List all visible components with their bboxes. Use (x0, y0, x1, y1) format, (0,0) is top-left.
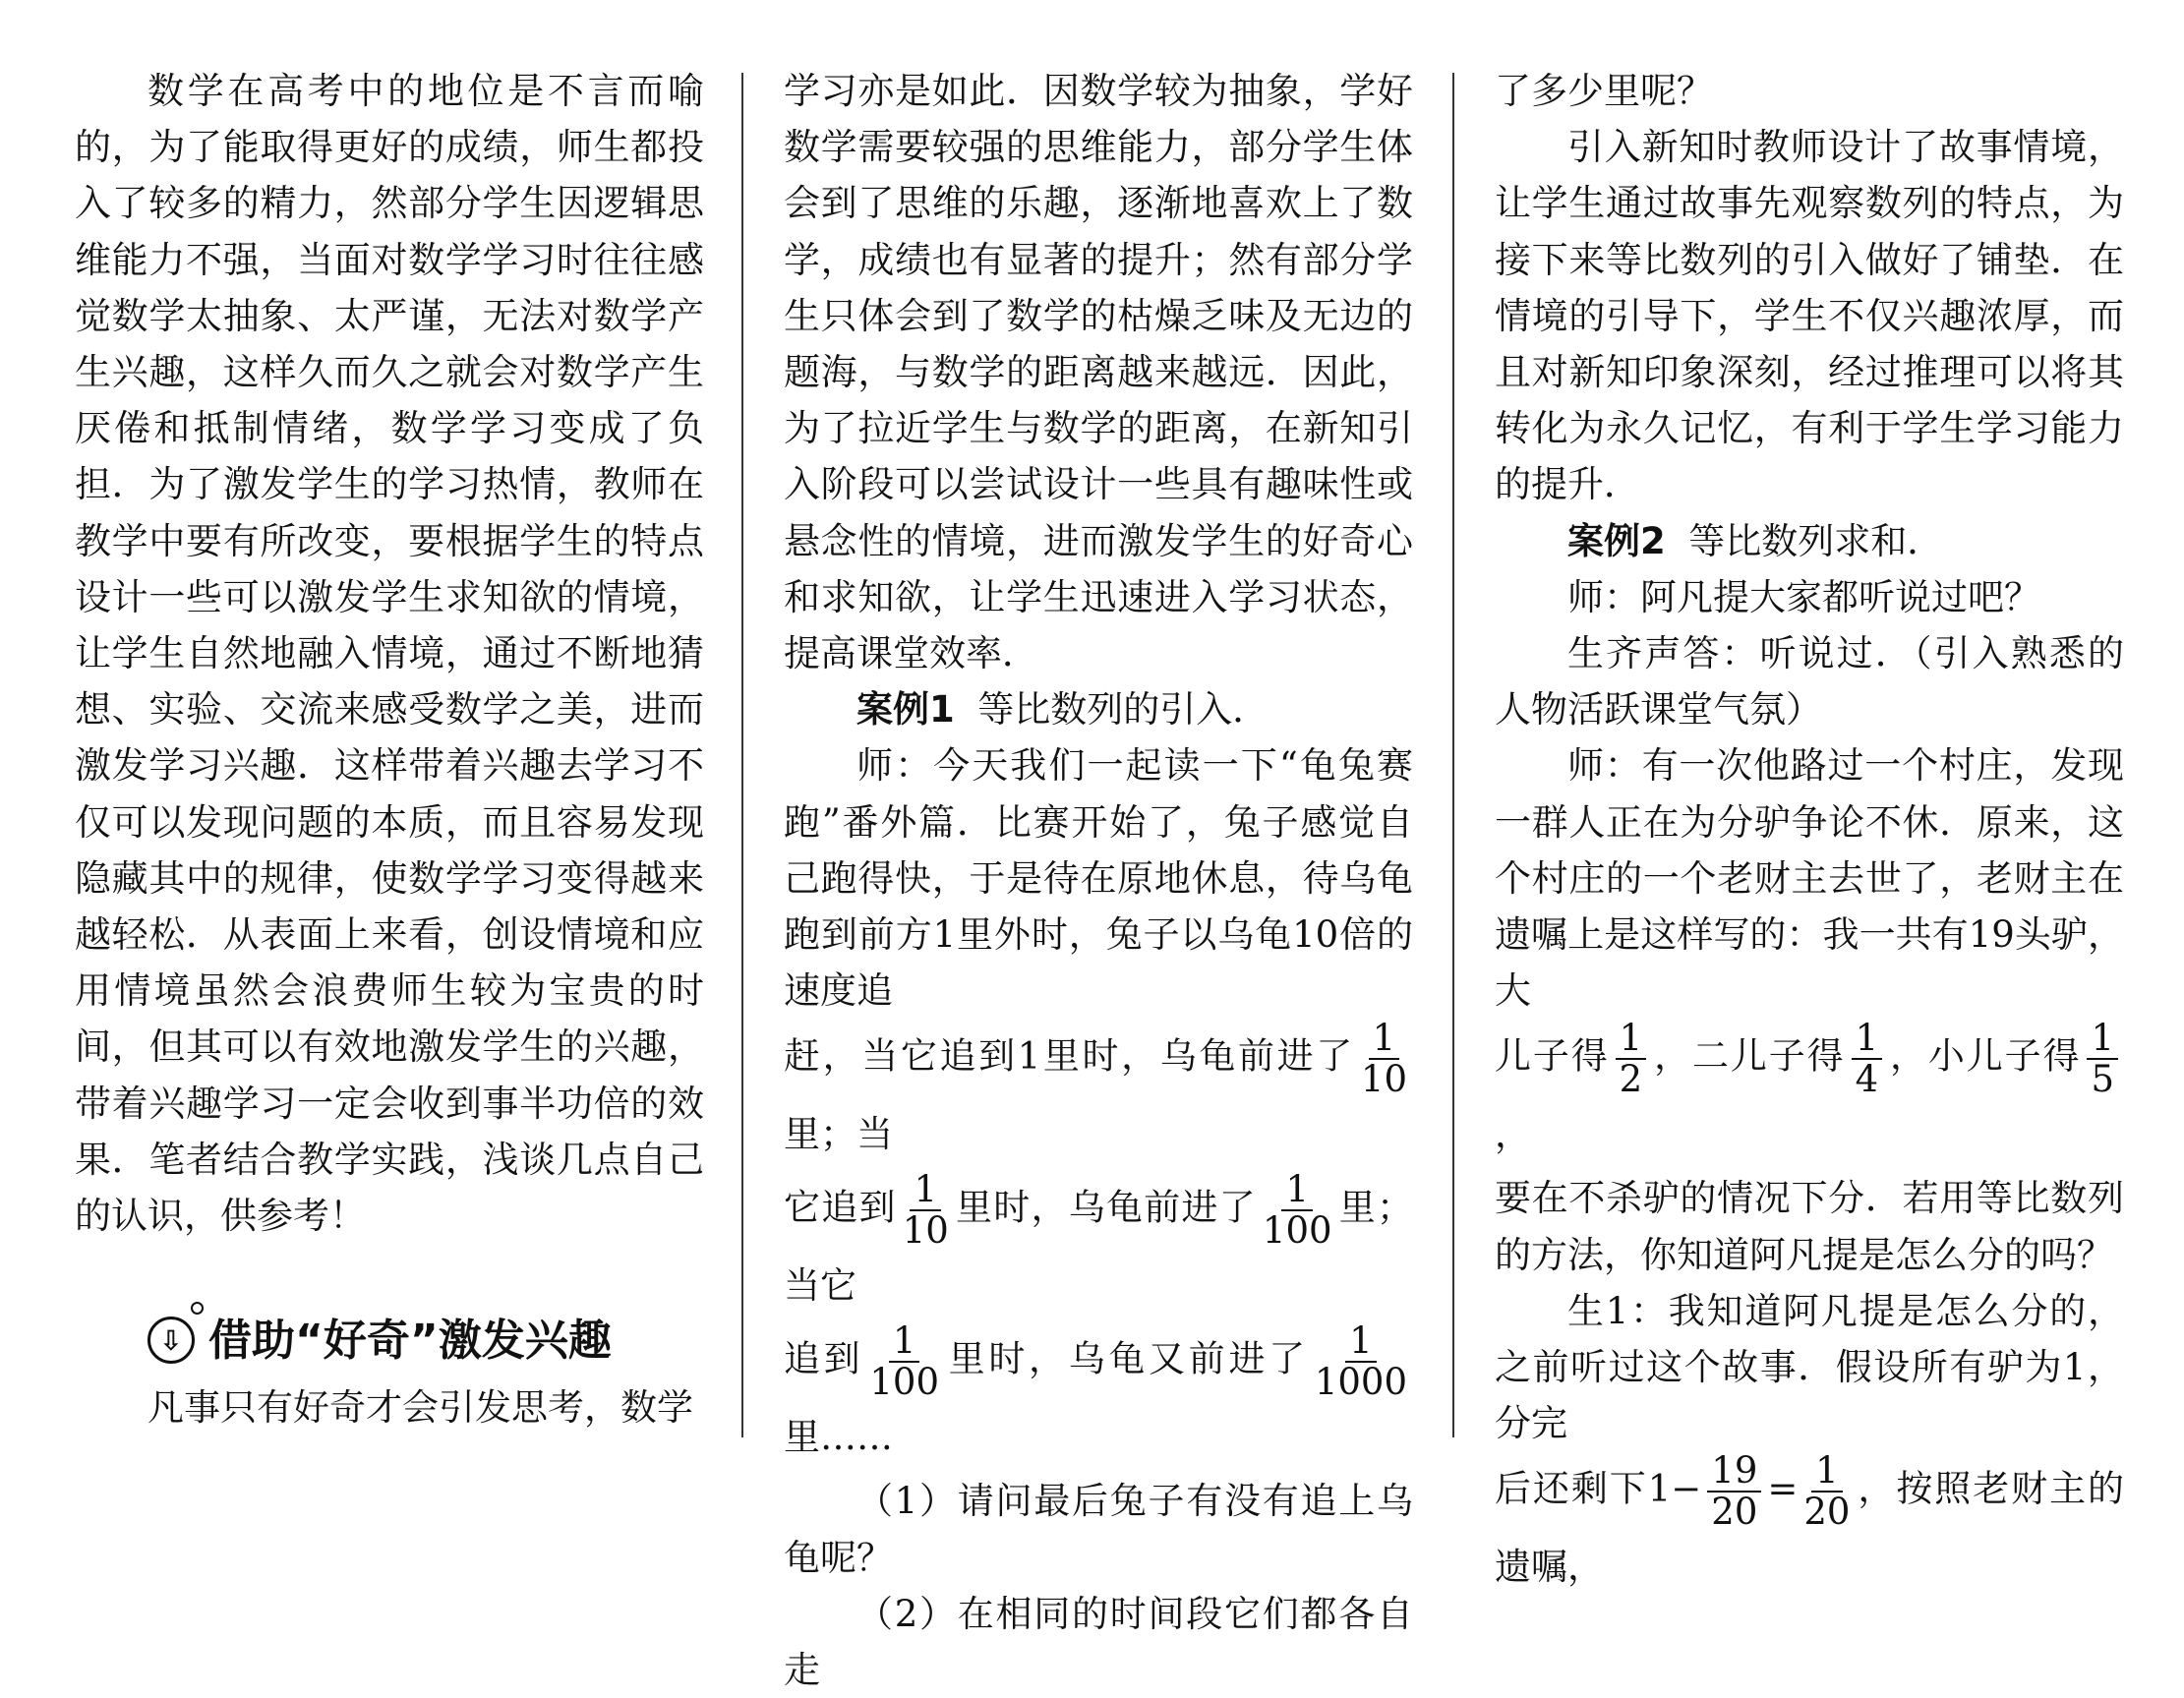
case-1-title: 案例1 等比数列的引入． (856, 688, 1269, 732)
fraction: $\frac{1}{5}$ (2087, 1019, 2118, 1099)
column-divider (741, 73, 743, 1437)
fraction: $\frac{1}{100}$ (869, 1319, 939, 1404)
fraction: $\frac{1}{10}$ (1360, 1017, 1407, 1101)
column-1 (75, 63, 704, 1435)
question-2: （2）在相同的时间段它们都各自走 (784, 1592, 1413, 1692)
fraction-line: 儿子得 $\frac{1}{2}$ ，二儿子得 $\frac{1}{4}$ ，小儿子得 $\frac{1}{5}$ ， (1495, 1019, 2124, 1170)
section-heading-text: 借助“好奇”激发兴趣 (208, 1315, 612, 1366)
students-line: 生齐声答：听说过．（引入熟悉的人物活跃课堂气氛） (1495, 632, 2124, 732)
fraction-line: 后还剩下1− $\frac{19}{20}$ = $\frac{1}{20}$ ，按照老财主的遗嘱， (1495, 1449, 2125, 1589)
teacher-line: 师：今天我们一起读一下“龟兔赛跑”番外篇．比赛开始了，兔子感觉自己跑得快，于是待在原地休息，待乌龟跑到前方1里外时，兔子以乌龟10倍的速度追 (784, 744, 1413, 1013)
paragraph: 了多少里呢？ (1495, 70, 1713, 112)
column-2 (784, 63, 1413, 1698)
column-3 (1495, 63, 2124, 1603)
fraction: $\frac{1}{100}$ (1262, 1168, 1332, 1253)
teacher-line: 师：有一次他路过一个村庄，发现一群人正在为分驴争论不休．原来，这个村庄的一个老财主去世了，老财主在遗嘱上是这样写的：我一共有19头驴，大 (1495, 744, 2124, 1013)
fraction: $\frac{19}{20}$ (1707, 1451, 1761, 1532)
fraction: $\frac{1}{10}$ (902, 1168, 949, 1253)
paragraph: 引入新知时教师设计了故事情境，让学生通过故事先观察数列的特点，为接下来等比数列的引入做好了铺垫．在情境的引导下，学生不仅兴趣浓厚，而且对新知印象深刻，经过推理可以将其转化为永久记忆，有利于学生学习能力的提升． (1495, 126, 2124, 506)
paragraph: 学习亦是如此．因数学较为抽象，学好数学需要较强的思维能力，部分学生体会到了思维的乐趣，逐渐地喜欢上了数学，成绩也有显著的提升；然有部分学生只体会到了数学的枯燥乏味及无边的题海，与数学的距离越来越远．因此，为了拉近学生与数学的距离，在新知引入阶段可以尝试设计一些具有趣味性或悬念性的情境，进而激发学生的好奇心和求知欲，让学生迅速进入学习状态，提高课堂效率． (784, 70, 1413, 675)
section-heading (75, 1301, 704, 1379)
intro-paragraph: 数学在高考中的地位是不言而喻的，为了能取得更好的成绩，师生都投入了较多的精力，然部分学生因逻辑思维能力不强，当面对数学学习时往往感觉数学太抽象、太严谨，无法对数学产生兴趣，这样久而久之就会对数学产生厌倦和抵制情绪，数学学习变成了负担．为了激发学生的学习热情，教师在教学中要有所改变，要根据学生的特点设计一些可以激发学生求知欲的情境，让学生自然地融入情境，通过不断地猜想、实验、交流来感受数学之美，进而激发学习兴趣．这样带着兴趣去学习不仅可以发现问题的本质，而且容易发现隐藏其中的规律，使数学学习变得越来越轻松．从表面上来看，创设情境和应用情境虽然会浪费师生较为宝贵的时间，但其可以有效地激发学生的兴趣，带着兴趣学习一定会收到事半功倍的效果．笔者结合教学实践，浅谈几点自己的认识，供参考！ (75, 70, 704, 1238)
fraction-line: 追到 $\frac{1}{100}$ 里时，乌龟又前进了 $\frac{1}{1000}$ 里…… (784, 1319, 1408, 1459)
fraction: $\frac{1}{1000}$ (1314, 1319, 1408, 1404)
case-label: 案例1 (856, 688, 955, 732)
down-arrow-circle-icon: ⇩ (148, 1317, 195, 1364)
paragraph: 要在不杀驴的情况下分．若用等比数列的方法，你知道阿凡提是怎么分的吗？ (1495, 1177, 2124, 1276)
student-line: 生1：我知道阿凡提是怎么分的，之前听过这个故事．假设所有驴为1，分完 (1495, 1289, 2124, 1445)
fraction: $\frac{1}{4}$ (1852, 1019, 1883, 1099)
fraction-line: 赶，当它追到1里时，乌龟前进了 $\frac{1}{10}$ 里；当 (784, 1017, 1407, 1156)
fraction: $\frac{1}{2}$ (1616, 1019, 1647, 1099)
fraction-line: 它追到 $\frac{1}{10}$ 里时，乌龟前进了 $\frac{1}{100}$ 里；当它 (784, 1168, 1413, 1308)
section-paragraph: 凡事只有好奇才会引发思考，数学 (148, 1386, 693, 1430)
column-divider (1452, 73, 1454, 1437)
teacher-line: 师：阿凡提大家都听说过吧？ (1567, 575, 2040, 618)
question-1: （1）请问最后兔子有没有追上乌龟呢？ (784, 1480, 1413, 1579)
case-label: 案例2 (1567, 519, 1666, 562)
fraction: $\frac{1}{20}$ (1803, 1449, 1851, 1534)
case-2-title: 案例2 等比数列求和． (1567, 519, 1944, 562)
